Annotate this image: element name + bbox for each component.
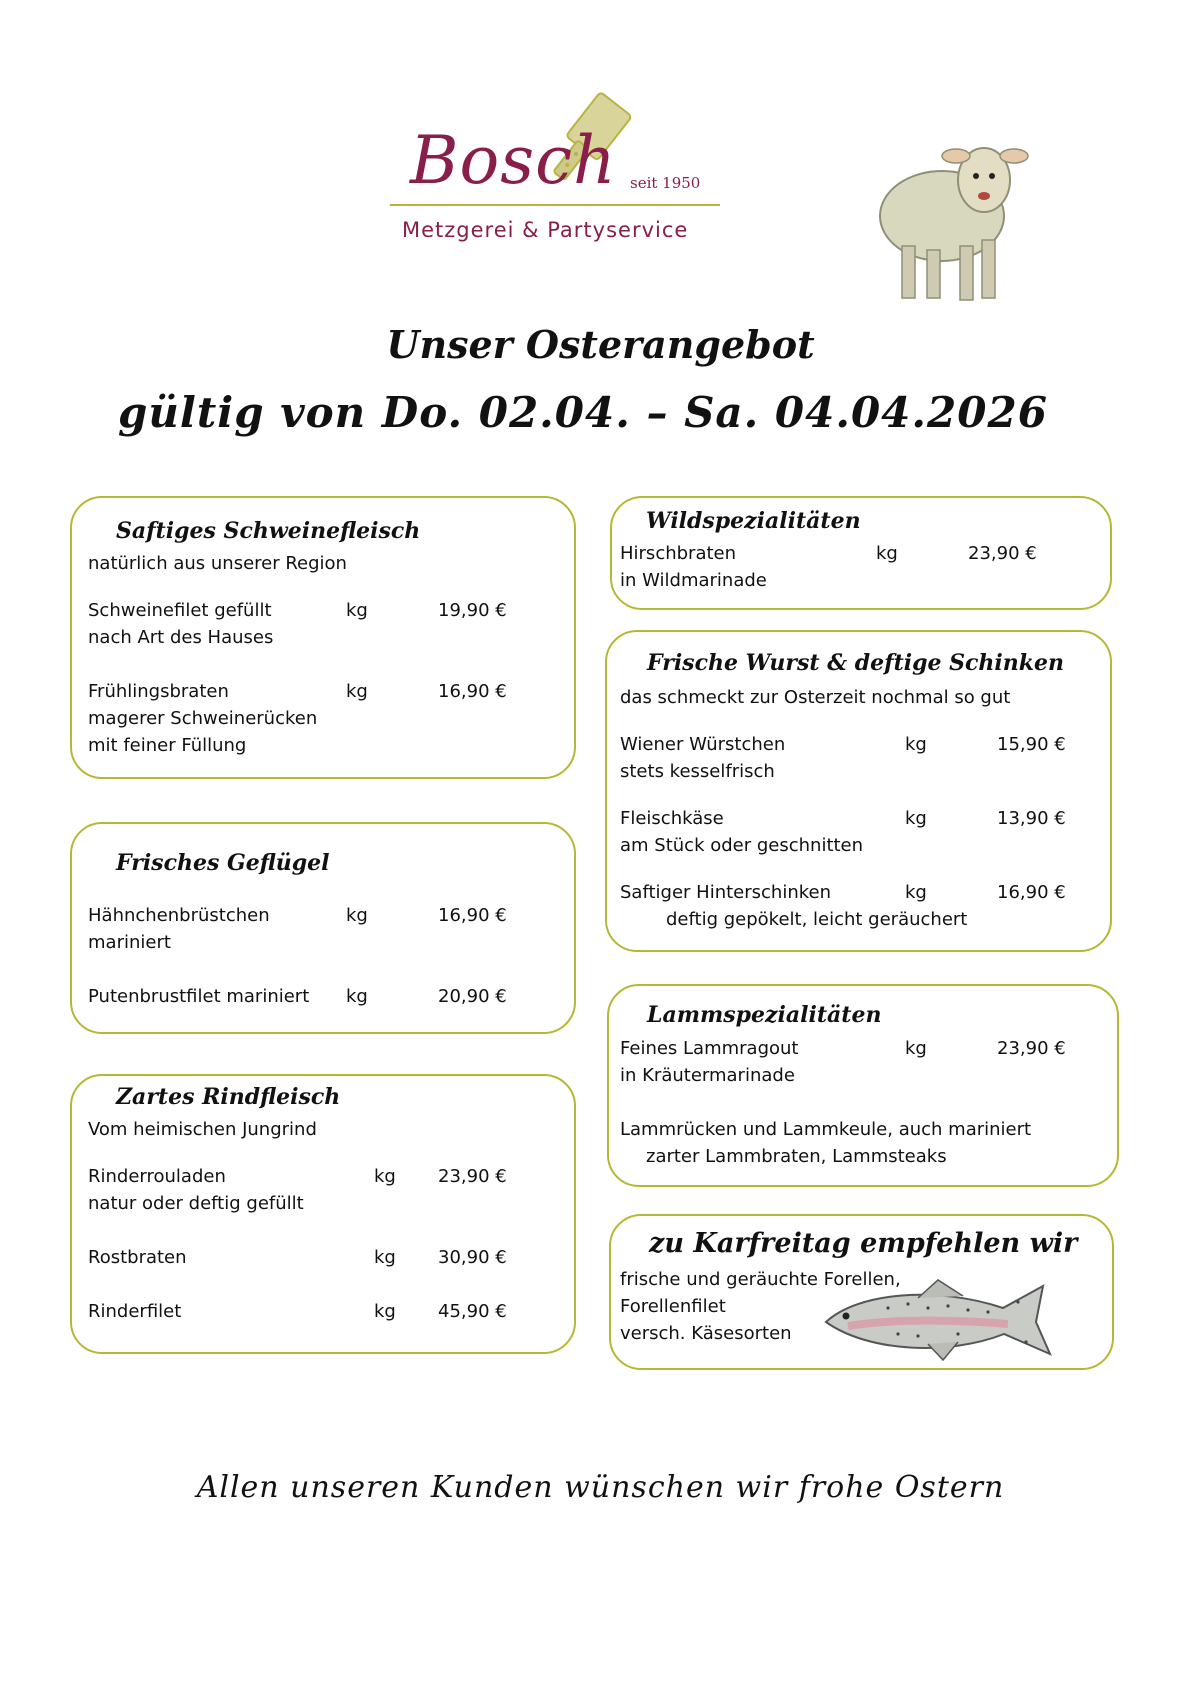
- item-name: Putenbrustfilet mariniert: [88, 986, 310, 1007]
- item-unit: kg: [374, 1247, 396, 1268]
- item-unit: kg: [346, 600, 368, 621]
- item-price: 23,90 €: [968, 543, 1037, 564]
- item-price: 45,90 €: [438, 1301, 507, 1322]
- logo-name: Bosch: [410, 122, 617, 199]
- item-price: 23,90 €: [438, 1166, 507, 1187]
- item-note: mariniert: [88, 932, 171, 953]
- item-price: 16,90 €: [997, 882, 1066, 903]
- validity-period: gültig von Do. 02.04. – Sa. 04.04.2026: [118, 388, 1048, 437]
- trout-illustration: [818, 1272, 1058, 1364]
- item-price: 19,90 €: [438, 600, 507, 621]
- item-note: am Stück oder geschnitten: [620, 835, 864, 856]
- logo-divider: [390, 204, 720, 206]
- easter-greeting: Allen unseren Kunden wünschen wir frohe Ostern: [196, 1470, 1005, 1505]
- item-note: in Wildmarinade: [620, 570, 767, 591]
- logo-since: seit 1950: [630, 174, 701, 192]
- item-unit: kg: [905, 1038, 927, 1059]
- item-unit: kg: [374, 1166, 396, 1187]
- item-name: Fleischkäse: [620, 808, 724, 829]
- lamb-section: [607, 984, 1119, 1187]
- item-price: 16,90 €: [438, 681, 507, 702]
- item-note: mit feiner Füllung: [88, 735, 247, 756]
- item-name: Schweinefilet gefüllt: [88, 600, 272, 621]
- item-unit: kg: [346, 905, 368, 926]
- section-title: Lammspezialitäten: [647, 1002, 882, 1028]
- item-unit: kg: [905, 882, 927, 903]
- item-unit: kg: [876, 543, 898, 564]
- section-title: Frische Wurst & deftige Schinken: [647, 650, 1065, 676]
- item-note: natur oder deftig gefüllt: [88, 1193, 304, 1214]
- lamb-extra-line: Lammrücken und Lammkeule, auch mariniert: [620, 1119, 1032, 1140]
- item-name: Saftiger Hinterschinken: [620, 882, 831, 903]
- item-name: Rinderrouladen: [88, 1166, 226, 1187]
- section-intro: natürlich aus unserer Region: [88, 553, 347, 574]
- item-price: 16,90 €: [438, 905, 507, 926]
- item-unit: kg: [905, 808, 927, 829]
- section-title: Wildspezialitäten: [646, 508, 861, 534]
- item-name: Feines Lammragout: [620, 1038, 799, 1059]
- page-title: Unser Osterangebot: [386, 322, 815, 367]
- item-name: Wiener Würstchen: [620, 734, 786, 755]
- item-unit: kg: [374, 1301, 396, 1322]
- section-title: zu Karfreitag empfehlen wir: [649, 1228, 1078, 1259]
- butcher-logo: [390, 70, 730, 250]
- item-note: deftig gepökelt, leicht geräuchert: [666, 909, 968, 930]
- section-title: Zartes Rindfleisch: [116, 1084, 341, 1110]
- logo-subtitle: Metzgerei & Partyservice: [402, 218, 689, 242]
- pork-section: [70, 496, 576, 779]
- item-note: in Kräutermarinade: [620, 1065, 795, 1086]
- section-title: Frisches Geflügel: [116, 850, 330, 876]
- item-note: stets kesselfrisch: [620, 761, 775, 782]
- section-intro: Vom heimischen Jungrind: [88, 1119, 317, 1140]
- item-name: Rinderfilet: [88, 1301, 182, 1322]
- poultry-section: [70, 822, 576, 1034]
- section-title: Saftiges Schweinefleisch: [116, 518, 421, 544]
- beef-section: [70, 1074, 576, 1354]
- item-name: Frühlingsbraten: [88, 681, 229, 702]
- game-section: [610, 496, 1112, 610]
- item-unit: kg: [346, 986, 368, 1007]
- item-note: magerer Schweinerücken: [88, 708, 318, 729]
- lamb-extra-line: zarter Lammbraten, Lammsteaks: [646, 1146, 947, 1167]
- item-name: Hirschbraten: [620, 543, 737, 564]
- item-unit: kg: [346, 681, 368, 702]
- item-price: 23,90 €: [997, 1038, 1066, 1059]
- item-note: nach Art des Hauses: [88, 627, 274, 648]
- sausage-section: [605, 630, 1112, 952]
- item-name: Hähnchenbrüstchen: [88, 905, 270, 926]
- item-name: Rostbraten: [88, 1247, 187, 1268]
- sheep-illustration: [872, 128, 1042, 313]
- item-price: 13,90 €: [997, 808, 1066, 829]
- item-unit: kg: [905, 734, 927, 755]
- friday-line: frische und geräuchte Forellen,: [620, 1269, 901, 1290]
- item-price: 20,90 €: [438, 986, 507, 1007]
- item-price: 30,90 €: [438, 1247, 507, 1268]
- friday-line: Forellenfilet: [620, 1296, 726, 1317]
- friday-line: versch. Käsesorten: [620, 1323, 792, 1344]
- section-intro: das schmeckt zur Osterzeit nochmal so gut: [620, 687, 1011, 708]
- item-price: 15,90 €: [997, 734, 1066, 755]
